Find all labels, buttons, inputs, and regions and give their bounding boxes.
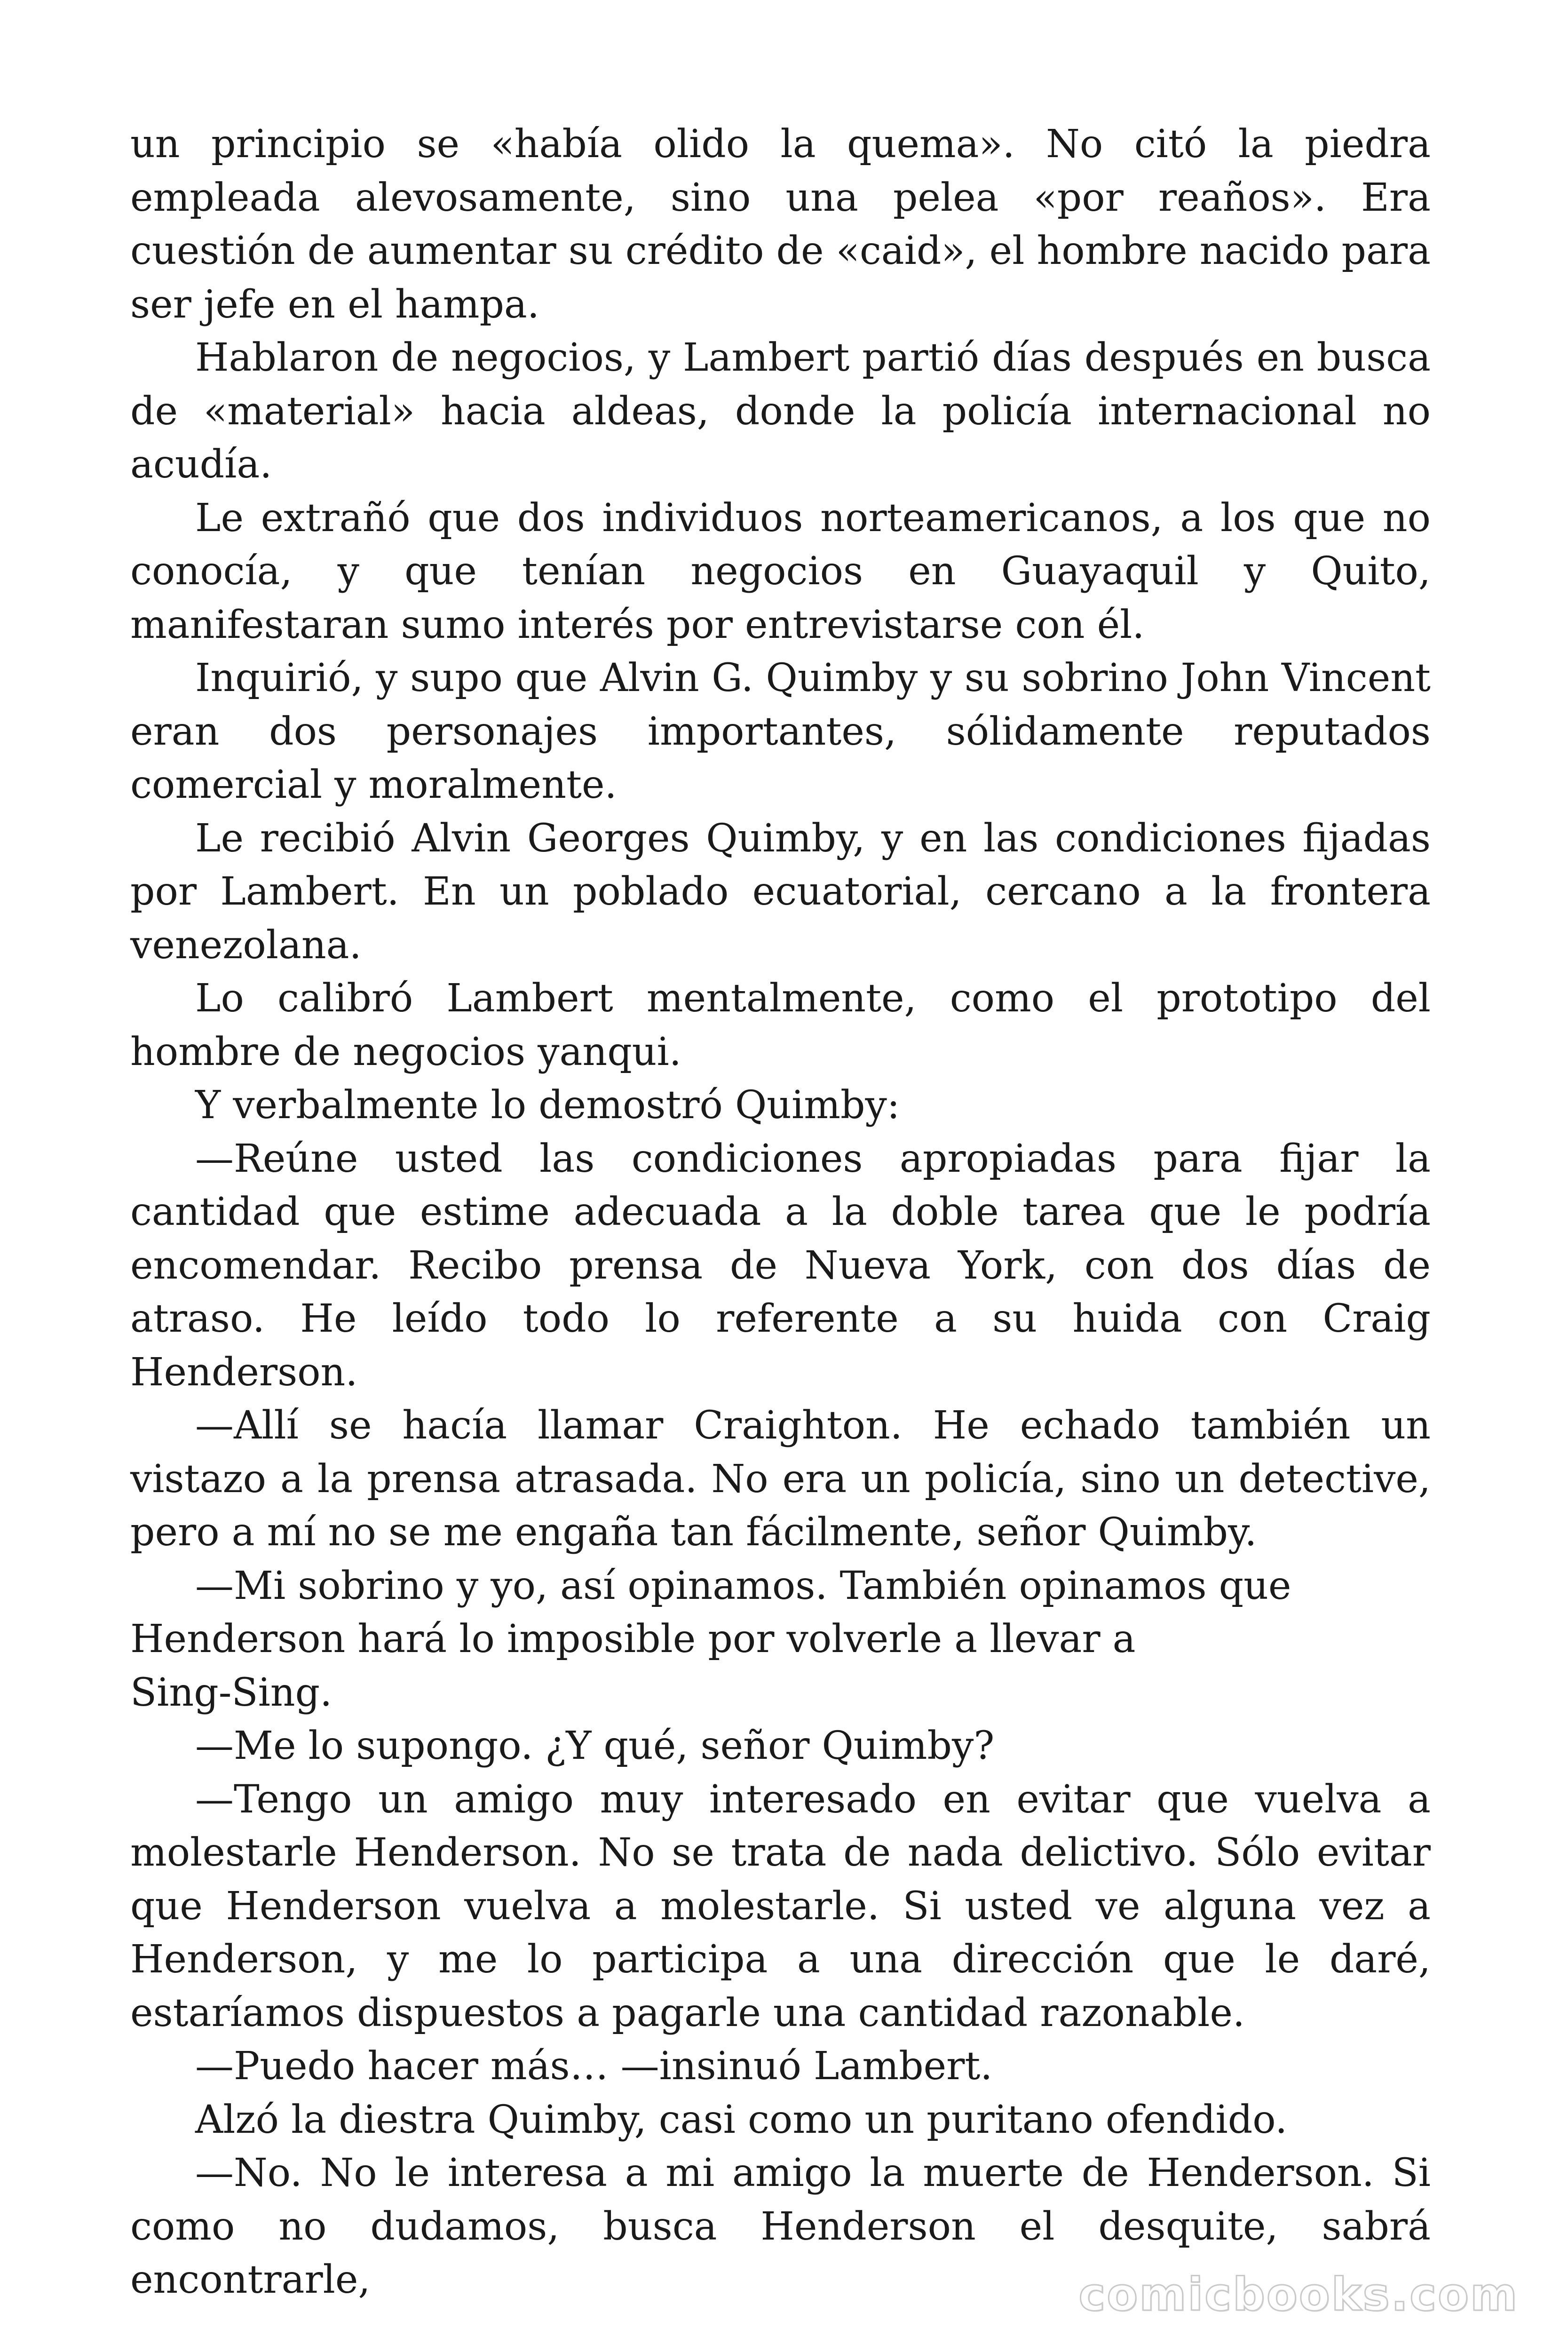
paragraph: —Me lo supongo. ¿Y qué, señor Quimby? <box>195 1724 995 1768</box>
paragraph: un principio se «había olido la quema». No citó la piedra empleada alevosamente, sino una pelea «por reaños». Era cuestión de aumentar su crédito de «caid», el hombre nacido para ser jefe en el hampa. <box>130 122 1431 327</box>
paragraph: —Allí se hacía llamar Craighton. He echado también un vistazo a la prensa atrasada. No era un policía, sino un detective, pero a mí no se me engaña tan fácilmente, señor Quimby. <box>130 1403 1431 1555</box>
paragraph: —Reúne usted las condiciones apropiadas para fijar la cantidad que estime adecuada a la doble tarea que le podría encomendar. Recibo prensa de Nueva York, con dos días de atraso. He leído todo lo referente a su huida con Craig Henderson. <box>130 1136 1431 1395</box>
paragraph: Sing-Sing. <box>130 1670 333 1715</box>
paragraph: —No. No le interesa a mi amigo la muerte de Henderson. Si como no dudamos, busca Henderson el desquite, sabrá encontrarle, <box>130 2151 1431 2302</box>
body-text <box>130 118 1431 2307</box>
paragraph: Le recibió Alvin Georges Quimby, y en las condiciones fijadas por Lambert. En un poblado ecuatorial, cercano a la frontera venezolana. <box>130 816 1431 968</box>
paragraph: Y verbalmente lo demostró Quimby: <box>195 1083 900 1128</box>
paragraph: —Tengo un amigo muy interesado en evitar que vuelva a molestarle Henderson. No se trata de nada delictivo. Sólo evitar que Henderson vuelva a molestarle. Si usted ve alguna vez a Henderson, y me lo participa a una dirección que le daré, estaríamos dispuestos a pagarle una cantidad razonable. <box>130 1777 1431 2035</box>
paragraph: Lo calibró Lambert mentalmente, como el prototipo del hombre de negocios yanqui. <box>130 976 1431 1074</box>
paragraph: Hablaron de negocios, y Lambert partió días después en busca de «material» hacia aldeas, donde la policía internacional no acudía. <box>130 335 1431 487</box>
paragraph: Inquirió, y supo que Alvin G. Quimby y su sobrino John Vincent eran dos personajes importantes, sólidamente reputados comercial y moralmente. <box>130 656 1431 807</box>
paragraph: Alzó la diestra Quimby, casi como un puritano ofendido. <box>195 2097 1288 2142</box>
paragraph: —Mi sobrino y yo, así opinamos. También opinamos que Henderson hará lo imposible por volverle a llevar a <box>130 1563 1291 1661</box>
paragraph: —Puedo hacer más… —insinuó Lambert. <box>195 2044 993 2089</box>
watermark: comicbooks.com <box>1078 2268 1519 2321</box>
paragraph: Le extrañó que dos individuos norteamericanos, a los que no conocía, y que tenían negocios en Guayaquil y Quito, manifestaran sumo interés por entrevistarse con él. <box>130 495 1431 647</box>
